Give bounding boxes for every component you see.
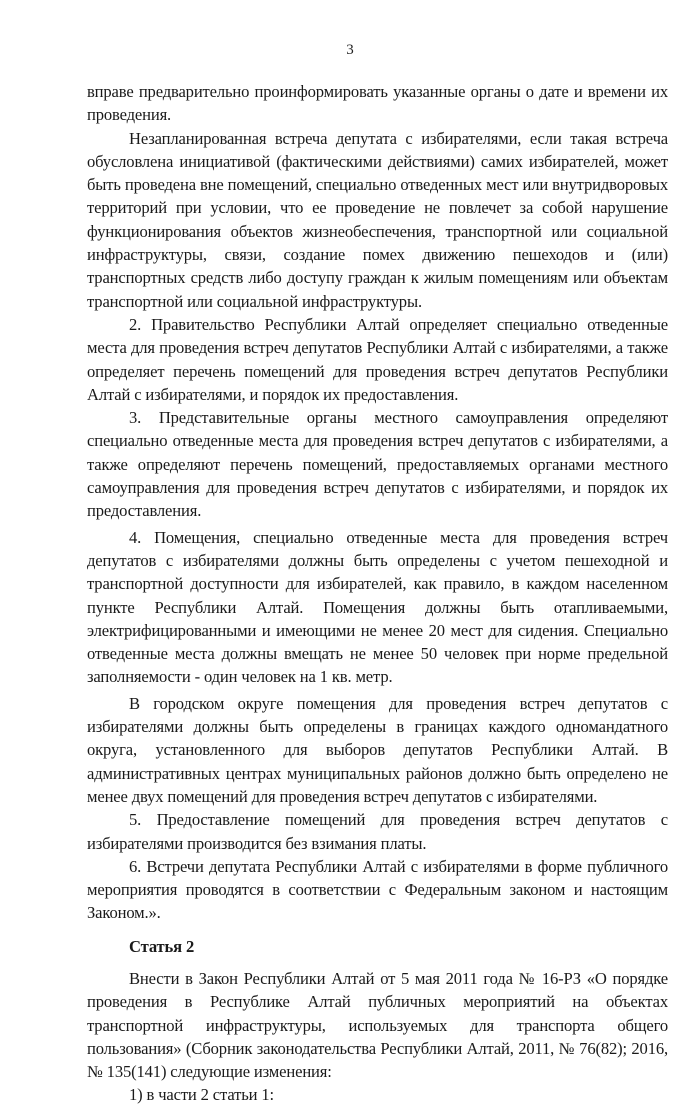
page-number: 3 xyxy=(346,42,354,58)
paragraph-unplanned-meeting: Незапланированная встреча депутата с избирателями, если такая встреча обусловлена инициативой (фактическими действиями) самих избирателей, может быть проведена вне помещений, специально отведенных мест или внутридворовых территорий при условии, что ее проведение не повлечет за собой нарушение функционирования объектов жизнеобеспечения, транспортной или социальной инфраструктуры, связи, создание помех движению пешеходов и (или) транспортных средств либо доступу граждан к жилым помещениям или объектам транспортной или социальной инфраструктуры. xyxy=(87,128,668,311)
paragraph-item-5: 5. Предоставление помещений для проведения встреч депутатов с избирателями производится без взимания платы. xyxy=(87,810,668,853)
document-body xyxy=(87,80,668,1107)
paragraph-item-2: 2. Правительство Республики Алтай определяет специально отведенные места для проведения встреч депутатов Республики Алтай с избирателями, а также определяет перечень помещений для проведения встреч депутатов Республики Алтай с избирателями, и порядок их предоставления. xyxy=(87,314,668,404)
article-2-intro: Внести в Закон Республики Алтай от 5 мая 2011 года № 16-РЗ «О порядке проведения в Республике Алтай публичных мероприятий на объектах транспортной инфраструктуры, используемых для транспорта общего пользования» (Сборник законодательства Республики Алтай, 2011, № 76(82); 2016, № 135(141) следующие изменения: xyxy=(87,968,668,1082)
article-2-item-1: 1) в части 2 статьи 1: xyxy=(129,1085,274,1105)
paragraph-item-4: 4. Помещения, специально отведенные места для проведения встреч депутатов с избирателями должны быть определены с учетом пешеходной и транспортной доступности для избирателей, как правило, в каждом населенном пункте Республики Алтай. Помещения должны быть отапливаемыми, электрифицированными и имеющими не менее 20 мест для сидения. Специально отведенные места должны вмещать не менее 50 человек при норме предельной заполняемости - один человек на 1 кв. метр. xyxy=(87,527,668,687)
paragraph-urban-district: В городском округе помещения для проведения встреч депутатов с избирателями должны быть определены в границах каждого одномандатного округа, установленного для выборов депутатов Республики Алтай. В административных центрах муниципальных районов должно быть определено не менее двух помещений для проведения встреч депутатов с избирателями. xyxy=(87,693,668,806)
article-2-heading: Статья 2 xyxy=(129,936,195,956)
paragraph-continued: вправе предварительно проинформировать указанные органы о дате и времени их проведения. xyxy=(87,82,668,125)
paragraph-item-3: 3. Представительные органы местного самоуправления определяют специально отведенные места для проведения встреч депутатов с избирателями, а также определяют перечень помещений, предоставляемых органами местного самоуправления для проведения встреч депутатов с избирателями, и порядок их предоставления. xyxy=(87,408,668,521)
paragraph-item-6: 6. Встречи депутата Республики Алтай с избирателями в форме публичного мероприятия проводятся в соответствии с Федеральным законом и настоящим Законом.». xyxy=(87,856,668,923)
